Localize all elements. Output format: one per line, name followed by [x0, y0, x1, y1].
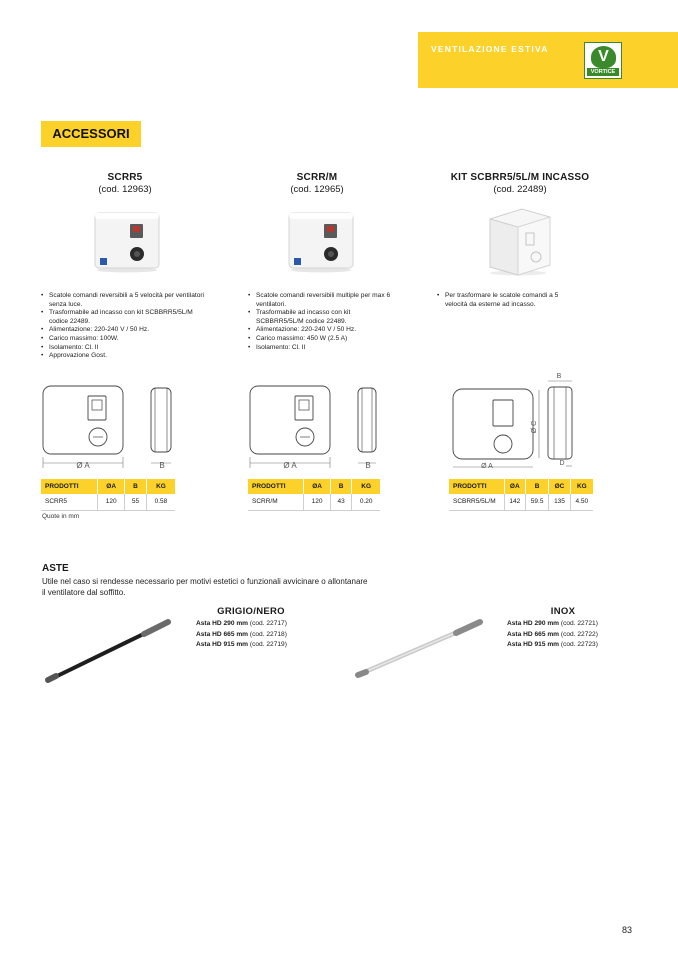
col-header: B [525, 479, 548, 494]
col-header: KG [352, 479, 380, 494]
cell: 120 [98, 494, 125, 510]
spec-table-kit-incasso [449, 479, 593, 511]
rod-image-inox [354, 618, 484, 680]
col-header: KG [146, 479, 175, 494]
product-code: (cod. 22489) [493, 184, 547, 195]
rod-group-name: INOX [550, 606, 576, 617]
rod-group-name: GRIGIO/NERO [217, 606, 285, 617]
header-band [418, 32, 678, 88]
rod-item: Asta HD 665 mm (cod. 22718) [196, 630, 287, 638]
product-scrr-m [222, 172, 412, 195]
cell: 0.20 [352, 494, 380, 510]
rod-group-inox [507, 606, 619, 651]
dim-label-b: B [556, 373, 562, 380]
product-name: SCRR5 [107, 172, 143, 183]
feature-item: • Trasformabile ad incasso con kit SCBBRR5/5L/M codice 22489. [248, 309, 398, 326]
cell: 43 [330, 494, 352, 510]
dim-label-d: D [559, 460, 565, 467]
col-header: ØA [304, 479, 330, 494]
col-header: B [125, 479, 147, 494]
table-header-row [449, 479, 593, 494]
product-name: SCRR/M [296, 172, 338, 183]
feature-item: • Trasformabile ad incasso con kit SCBBRR5/5L/M codice 22489. [41, 309, 211, 326]
dim-label-a: Ø A [481, 463, 493, 470]
cell: 135 [549, 494, 570, 510]
rod-item: Asta HD 915 mm (cod. 22723) [507, 641, 598, 648]
cell: 59.5 [525, 494, 548, 510]
cell: SCRR5 [41, 494, 98, 510]
col-header: PRODOTTI [41, 479, 98, 494]
cell: SCRR/M [248, 494, 304, 510]
table-row [449, 494, 593, 510]
feature-item: • Carico massimo: 450 W (2.5 A) [248, 335, 398, 344]
cell: 0.58 [146, 494, 175, 510]
features-scrr5 [41, 292, 211, 361]
product-code: (cod. 12965) [290, 184, 344, 195]
feature-item: • Carico massimo: 100W. [41, 335, 211, 344]
features-kit-incasso [437, 292, 577, 309]
product-photo-scrr-m [286, 210, 356, 272]
feature-item: • Isolamento: Cl. II [248, 344, 398, 353]
feature-item: • Per trasformare le scatole comandi a 5 velocità da esterne ad incasso. [437, 292, 577, 309]
rod-image-grigio-nero [44, 618, 172, 684]
vortice-logo [584, 42, 622, 79]
dim-label-a: Ø A [76, 461, 90, 470]
dim-label-c: Ø C [531, 420, 538, 434]
table-row [41, 494, 175, 510]
cell: SCBRR5/5L/M [449, 494, 504, 510]
table-header-row [41, 479, 175, 494]
aste-description: Utile nel caso si rendesse necessario per motivi estetici o funzionali avvicinare o allontanare il ventilatore dal soffitto. [42, 577, 368, 597]
col-header: B [330, 479, 352, 494]
col-header: PRODOTTI [248, 479, 304, 494]
spec-table-scrr-m [248, 479, 380, 511]
col-header: ØC [549, 479, 570, 494]
section-title: VENTILAZIONE ESTIVA [431, 44, 549, 54]
cell: 4.50 [570, 494, 593, 510]
dimensions-note: Quote in mm [42, 513, 80, 520]
logo-wordmark: VORTICE [587, 68, 619, 76]
spec-table-scrr5 [41, 479, 175, 511]
aste-title: ASTE [42, 563, 69, 574]
feature-item: • Scatole comandi reversibili a 5 velocità per ventilatori senza luce. [41, 292, 211, 309]
product-scrr5 [30, 172, 220, 195]
col-header: ØA [504, 479, 525, 494]
table-row [248, 494, 380, 510]
product-kit-incasso [420, 172, 620, 195]
cell: 142 [504, 494, 525, 510]
col-header: ØA [98, 479, 125, 494]
dim-label-a: Ø A [283, 461, 297, 470]
rod-group-grigio-nero [196, 606, 306, 651]
rod-item: Asta HD 665 mm (cod. 22722) [507, 630, 598, 638]
dim-label-b: B [365, 461, 371, 470]
dimension-drawing-scrr-m [248, 384, 388, 472]
col-header: PRODOTTI [449, 479, 504, 494]
product-name: KIT SCBRR5/5L/M INCASSO [450, 172, 590, 183]
feature-item: • Alimentazione: 220-240 V / 50 Hz. [248, 326, 398, 335]
product-photo-kit-incasso [482, 205, 554, 277]
table-header-row [248, 479, 380, 494]
feature-item: • Scatole comandi reversibili multiple per max 6 ventilatori. [248, 292, 398, 309]
dim-label-b: B [159, 461, 165, 470]
col-header: KG [570, 479, 593, 494]
page-number: 83 [622, 925, 633, 935]
feature-item: • Approvazione Gost. [41, 352, 211, 361]
product-code: (cod. 12963) [98, 184, 152, 195]
feature-item: • Alimentazione: 220-240 V / 50 Hz. [41, 326, 211, 335]
cell: 55 [125, 494, 147, 510]
cell: 120 [304, 494, 330, 510]
features-scrr-m [248, 292, 398, 352]
logo-emblem-icon: V [591, 46, 616, 68]
rod-item: Asta HD 915 mm (cod. 22719) [196, 641, 287, 648]
rod-item: Asta HD 290 mm (cod. 22721) [507, 620, 598, 627]
category-label: ACCESSORI [41, 121, 141, 147]
rod-item: Asta HD 290 mm (cod. 22717) [196, 620, 287, 627]
dimension-drawing-scrr5 [41, 384, 181, 472]
dimension-drawing-kit-incasso [451, 372, 581, 472]
product-photo-scrr5 [92, 210, 162, 272]
feature-item: • Isolamento: Cl. II [41, 344, 211, 353]
